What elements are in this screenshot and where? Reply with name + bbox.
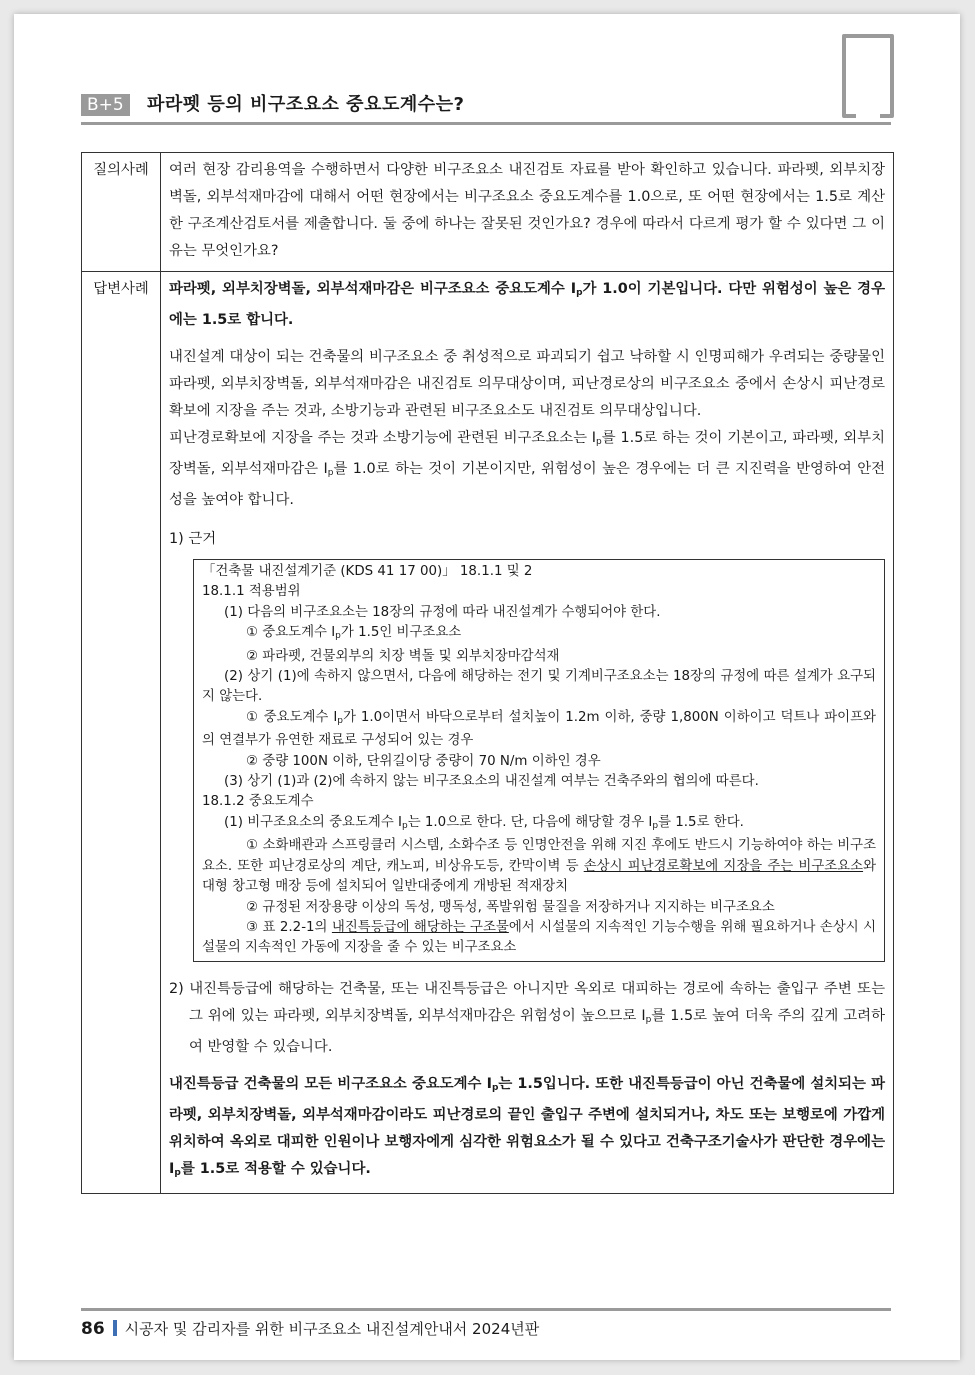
basis-clause-1-item-1: ① 중요도계수 $I_p$가 1.5인 비구조요소 — [246, 625, 462, 642]
basis-section-1811: 18.1.1 적용범위 — [202, 584, 301, 600]
basis-clause-2-item-2: ② 중량 100N 이하, 단위길이당 중량이 70 N/m 이하인 경우 — [246, 753, 601, 769]
footer-divider — [81, 1308, 891, 1311]
basis-clause-1-item-2: ② 파라펫, 건물외부의 치장 벽돌 및 외부치장마감석재 — [246, 648, 560, 664]
answer-label: 답변사례 — [82, 272, 161, 1194]
footer-accent-bar — [113, 1320, 117, 1336]
basis-source: 「건축물 내진설계기준 (KDS 41 17 00)」 18.1.1 및 2 — [202, 564, 533, 579]
qa-table — [81, 152, 894, 1194]
basis-importance-item-1: ① 소화배관과 스프링클러 시스템, 소화수조 등 인명안전을 위해 지진 후에도 반드시 기능하여야 하는 비구조요소. 또한 피난경로상의 계단, 캐노피, 비상유도등, 칸막이벽 등 손상시 피난경로확보에 지장을 주는 비구조요소와 대형 창고형 매장 등에 설치되어 일반대중에게 개방된 적재장치 — [202, 838, 876, 895]
answer-body — [161, 272, 894, 1194]
basis-heading: 1) 근거 — [169, 531, 217, 547]
question-text — [161, 153, 894, 272]
answer-summary: 파라펫, 외부치장벽돌, 외부석재마감은 비구조요소 중요도계수 $I_p$가 1.0이 기본입니다. 다만 위험성이 높은 경우에는 1.5로 합니다. — [169, 281, 885, 328]
answer-conclusion: 내진특등급 건축물의 모든 비구조요소 중요도계수 $I_p$는 1.5입니다. 또한 내진특등급이 아닌 건축물에 설치되는 파라펫, 외부치장벽돌, 외부석재마감이라도 피난경로의 끝인 출입구 주변에 설치되거나, 차도 또는 보행로에 가깝게 위치하여 옥외로 대피한 인원이나 보행자에게 심각한 위험요소가 될 수 있다고 건축구조기술사가 판단한 경우에는 $I_p$를 1.5로 적용할 수 있습니다. — [169, 1075, 885, 1178]
basis-importance-clause: (1) 비구조요소의 중요도계수 $I_p$는 1.0으로 한다. 단, 다음에 해당할 경우 $I_p$를 1.5로 한다. — [224, 814, 744, 831]
document-page — [14, 14, 960, 1360]
answer-paragraph-2: 피난경로확보에 지장을 주는 것과 소방기능에 관련된 비구조요소는 $I_p$를 1.5로 하는 것이 기본이고, 파라펫, 외부치장벽돌, 외부석재마감은 $I_p$를 1.0로 하는 것이 기본이지만, 위험성이 높은 경우에는 더 큰 지진력을 반영하여 안전성을 높여야 합니다. — [169, 430, 885, 508]
page-footer — [81, 1318, 539, 1340]
section-title: 파라펫 등의 비구조요소 중요도계수는? — [147, 94, 465, 115]
question-paragraph: 여러 현장 감리용역을 수행하면서 다양한 비구조요소 내진검토 자료를 받아 확인하고 있습니다. 파라펫, 외부치장벽돌, 외부석재마감에 대해서 어떤 현장에서는 비구조요소 중요도계수를 1.0으로, 또 어떤 현장에서는 1.5로 계산한 구조계산검토서를 제출합니다. 둘 중에 하나는 잘못된 것인가요? 경우에 따라서 다르게 평가 할 수 있다면 그 이유는 무엇인가요? — [169, 162, 885, 259]
footer-book-title: 시공자 및 감리자를 위한 비구조요소 내진설계안내서 2024년판 — [124, 1320, 540, 1338]
basis-clause-1: (1) 다음의 비구조요소는 18장의 규정에 따라 내진설계가 수행되어야 한다. — [224, 604, 661, 620]
section-tag: B+5 — [81, 94, 130, 116]
basis-section-1812: 18.1.2 중요도계수 — [202, 794, 314, 810]
page-number: 86 — [81, 1319, 105, 1339]
question-label: 질의사례 — [82, 153, 161, 272]
section-header — [81, 92, 891, 125]
answer-row — [82, 272, 894, 1194]
basis-importance-item-3: ③ 표 2.2-1의 내진특등급에 해당하는 구조물에서 시설물의 지속적인 기능수행을 위해 필요하거나 손상시 시설물의 지속적인 가동에 지장을 줄 수 있는 비구조요소 — [202, 919, 876, 956]
basis-clause-2: (2) 상기 (1)에 속하지 않으면서, 다음에 해당하는 전기 및 기계비구조요소는 18장의 규정에 따른 설계가 요구되지 않는다. — [202, 669, 876, 705]
basis-importance-item-2: ② 규정된 저장용량 이상의 독성, 맹독성, 폭발위험 물질을 저장하거나 지지하는 비구조요소 — [246, 899, 775, 915]
basis-quote-box — [193, 559, 885, 962]
question-row — [82, 153, 894, 272]
basis-clause-3: (3) 상기 (1)과 (2)에 속하지 않는 비구조요소의 내진설계 여부는 건축주와의 협의에 따른다. — [224, 774, 759, 790]
answer-paragraph-1: 내진설계 대상이 되는 건축물의 비구조요소 중 취성적으로 파괴되기 쉽고 낙하할 시 인명피해가 우려되는 중량물인 파라펫, 외부치장벽돌, 외부석재마감은 내진검토 의무대상이며, 피난경로상의 비구조요소 중에서 손상시 피난경로확보에 지장을 주는 것과, 소방기능과 관련된 비구조요소도 내진검토 의무대상입니다. — [169, 349, 885, 419]
answer-item-2: 2) 내진특등급에 해당하는 건축물, 또는 내진특등급은 아니지만 옥외로 대피하는 경로에 속하는 출입구 주변 또는 그 위에 있는 파라펫, 외부치장벽돌, 외부석재마감은 위험성이 높으므로 $I_p$를 1.5로 높여 더욱 주의 깊게 고려하여 반영할 수 있습니다. — [169, 980, 885, 1055]
basis-clause-2-item-1: ① 중요도계수 $I_p$가 1.0이면서 바닥으로부터 설치높이 1.2m 이하, 중량 1,800N 이하이고 덕트나 파이프와의 연결부가 유연한 재료로 구성되어 있는 경우 — [202, 709, 876, 749]
